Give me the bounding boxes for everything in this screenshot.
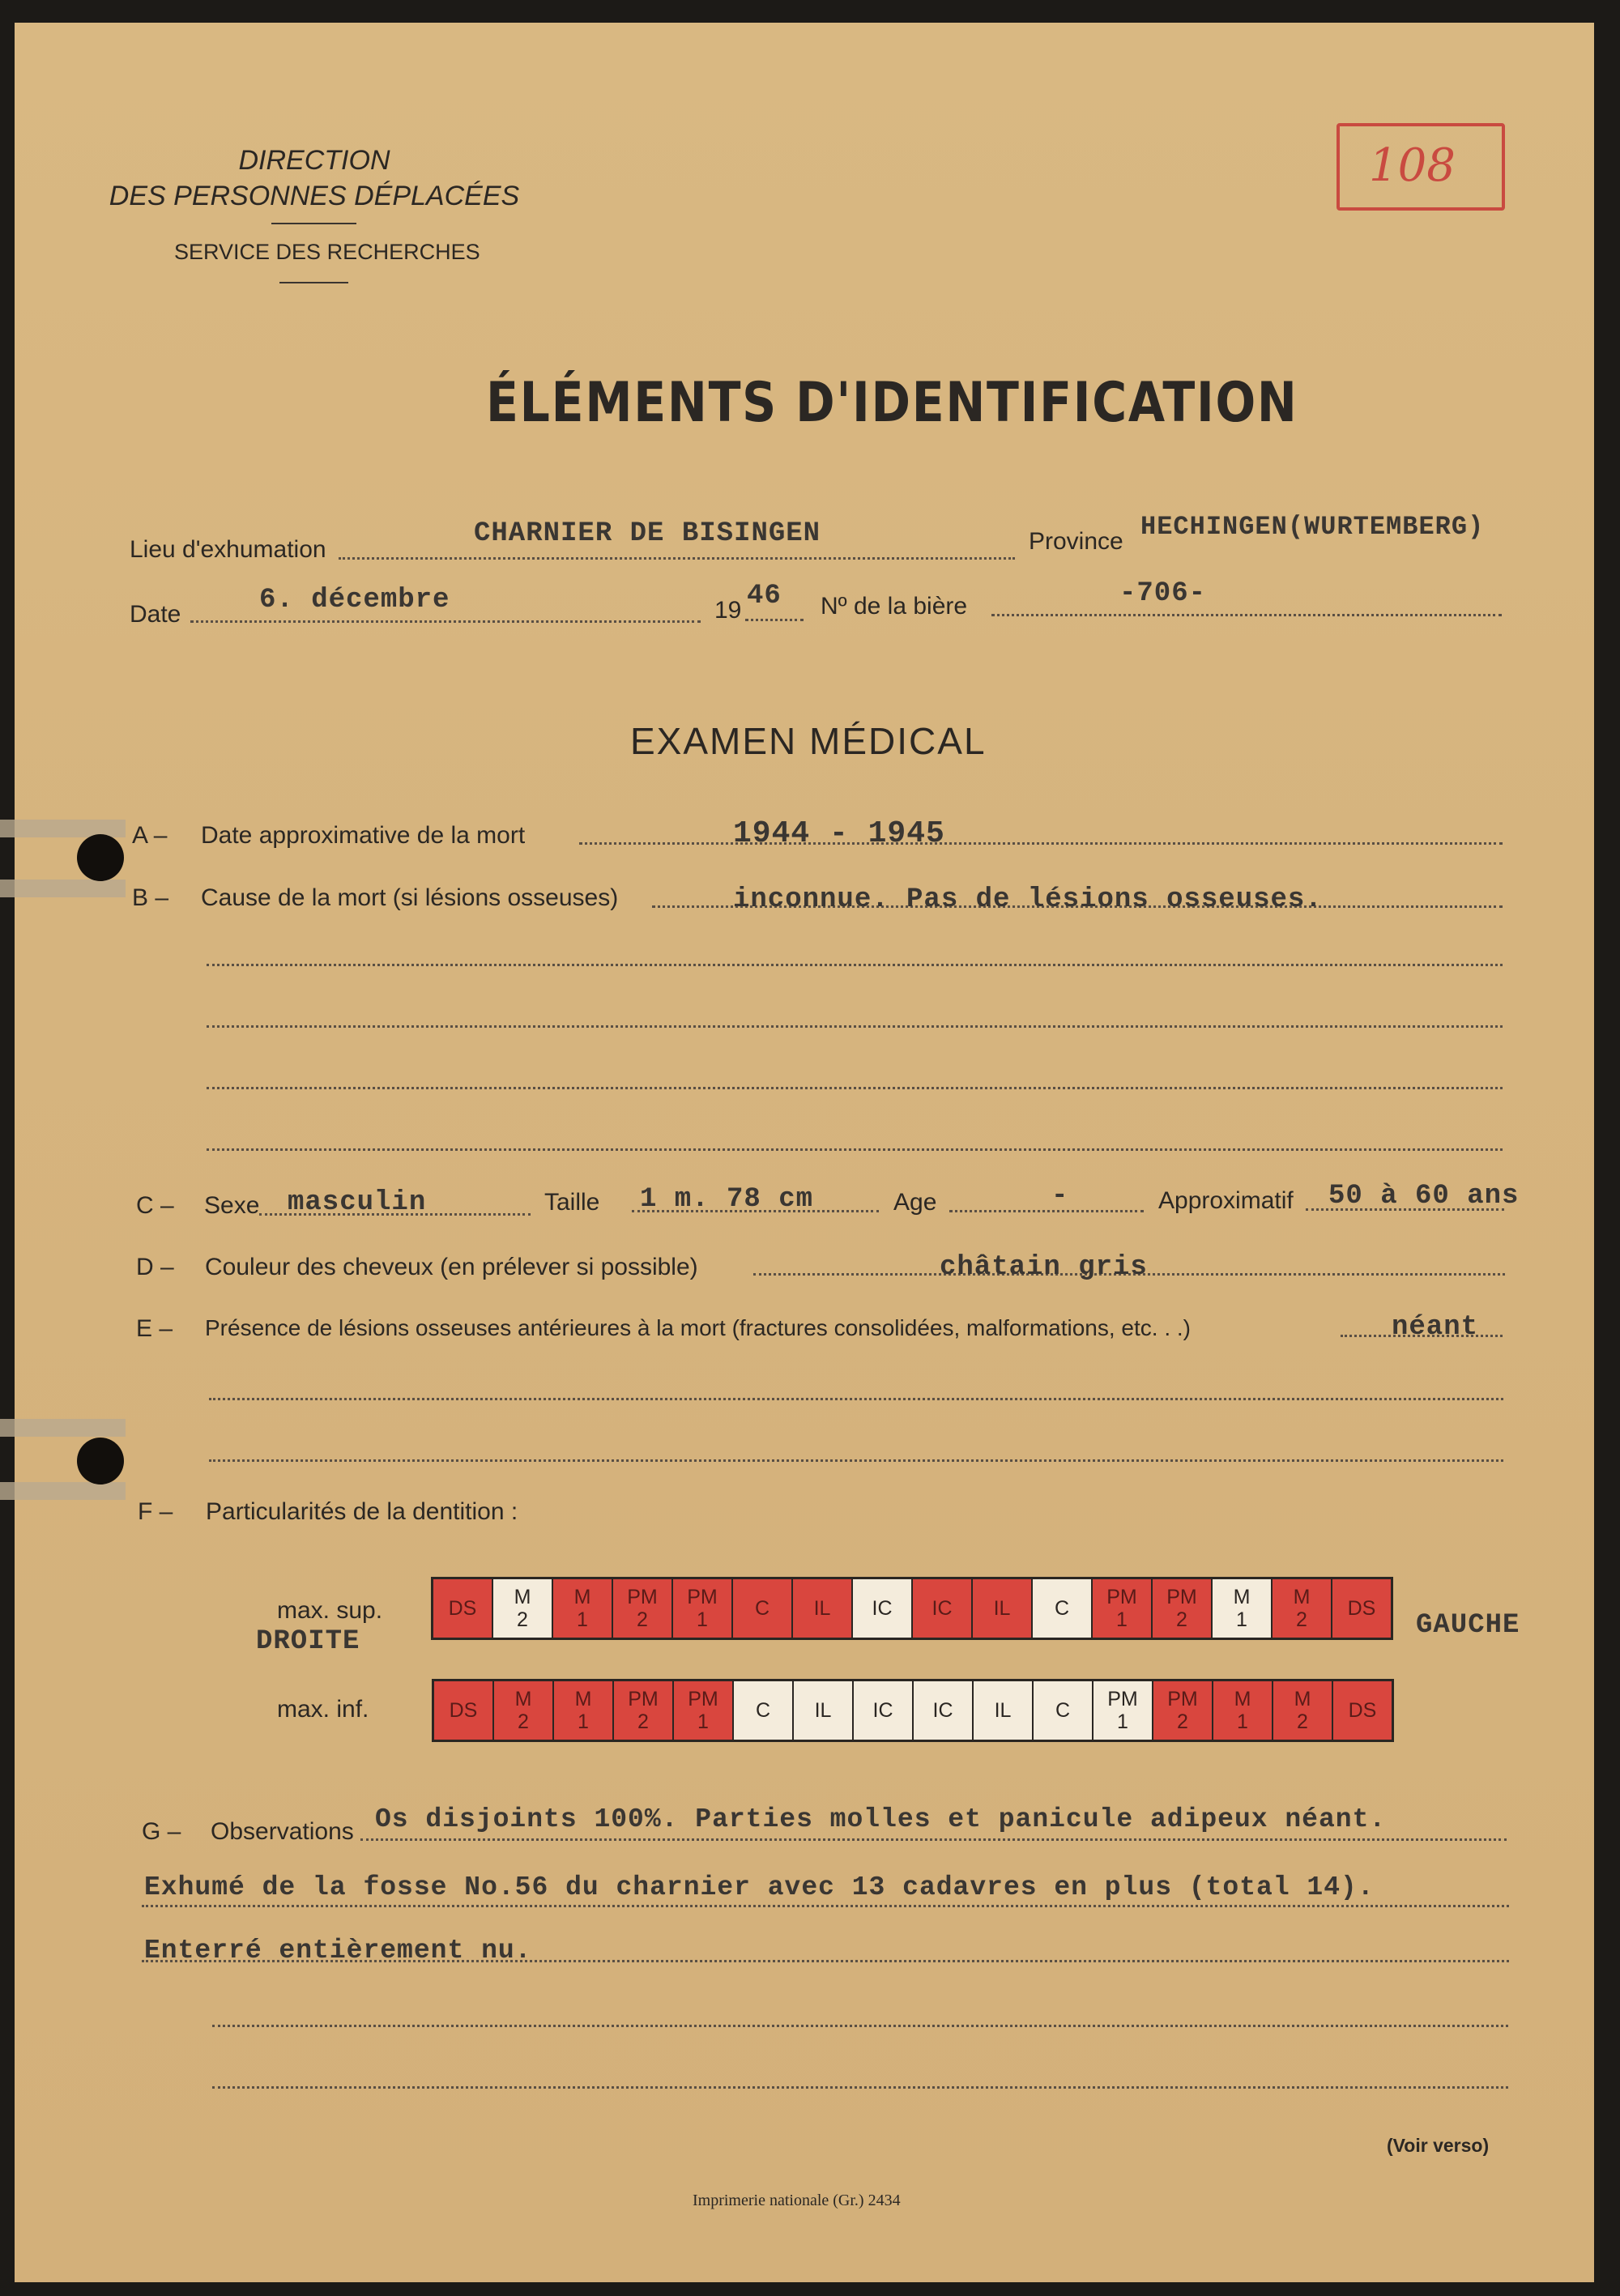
g-observation-line1: Os disjoints 100%. Parties molles et panicule adipeux néant. [375,1804,1387,1834]
lower-tooth-cell [914,1681,974,1740]
tooth-number: 1 [1116,1608,1128,1631]
upper-tooth-cell [613,1579,673,1638]
date-value: 6. décembre [259,585,450,616]
tooth-code: M [1293,1586,1311,1608]
section-a-label: Date approximative de la mort [201,822,526,849]
tooth-code: PM [688,1688,718,1710]
sexe-label: Sexe [204,1192,260,1219]
lower-jaw-label: max. inf. [277,1696,369,1723]
tooth-code: DS [449,1699,478,1722]
section-b-value: inconnue. Pas de lésions osseuses. [733,884,1323,915]
biere-label: Nº de la bière [821,593,968,620]
section-g-label: Observations [211,1818,354,1845]
year-value: 46 [747,581,782,611]
lower-tooth-cell [1213,1681,1273,1740]
tooth-code: IL [994,1699,1012,1722]
tooth-code: PM [628,1688,659,1710]
taille-value: 1 m. 78 cm [640,1184,814,1215]
upper-tooth-cell [1213,1579,1273,1638]
lower-tooth-cell [854,1681,914,1740]
lower-tooth-cell [1273,1681,1333,1740]
lower-tooth-cell [1153,1681,1213,1740]
lieu-value: CHARNIER DE BISINGEN [474,518,821,549]
tooth-code: DS [1347,1597,1376,1620]
section-a-letter: A – [132,822,168,849]
upper-tooth-cell [1033,1579,1093,1638]
section-b-letter: B – [132,884,169,911]
lower-tooth-cell [554,1681,614,1740]
biere-dotted-line [991,614,1502,616]
tooth-code: M [514,1688,532,1710]
tooth-code: IL [993,1597,1011,1620]
lower-tooth-cell [434,1681,494,1740]
tooth-code: M [573,1586,591,1608]
upper-tooth-cell [733,1579,793,1638]
section-d-letter: D – [136,1254,174,1280]
age-value: - [1051,1181,1069,1212]
tooth-code: IC [932,1597,953,1620]
blank-line [212,2086,1508,2089]
tooth-number: 1 [697,1710,709,1733]
section-e-value: néant [1392,1312,1479,1343]
blank-line [212,2025,1508,2027]
punch-reinforcement [0,880,126,897]
age-line [949,1210,1144,1212]
stamp-number: 108 [1369,139,1456,192]
section-f-letter: F – [138,1498,173,1525]
tooth-code: M [1234,1688,1251,1710]
tooth-code: PM [1106,1586,1137,1608]
tooth-code: PM [687,1586,718,1608]
age-label: Age [893,1189,937,1216]
voir-verso-note: (Voir verso) [1387,2135,1490,2156]
lower-tooth-cell [794,1681,854,1740]
tooth-code: IC [872,1597,893,1620]
section-b-label: Cause de la mort (si lésions osseuses) [201,884,619,911]
tooth-code: M [1233,1586,1251,1608]
tooth-code: M [1294,1688,1311,1710]
upper-tooth-cell [1273,1579,1332,1638]
upper-tooth-cell [913,1579,973,1638]
service-divider [279,282,348,283]
tooth-number: 2 [518,1710,529,1733]
tooth-number: 2 [1176,1608,1187,1631]
date-label: Date [130,601,181,628]
section-f-label: Particularités de la dentition : [206,1498,518,1525]
tooth-code: C [1054,1597,1070,1620]
section-e-letter: E – [136,1315,173,1342]
tooth-number: 1 [578,1710,589,1733]
tooth-code: PM [627,1586,658,1608]
lower-tooth-cell [974,1681,1034,1740]
gauche-label: GAUCHE [1416,1610,1520,1641]
tooth-code: PM [1107,1688,1138,1710]
province-label: Province [1029,528,1123,555]
tooth-code: C [755,1699,771,1722]
tooth-number: 2 [1177,1710,1188,1733]
province-value: HECHINGEN(WURTEMBERG) [1140,512,1485,542]
tooth-code: C [754,1597,770,1620]
approx-value: 50 à 60 ans [1328,1181,1520,1212]
tooth-code: IL [813,1597,831,1620]
upper-tooth-cell [493,1579,553,1638]
upper-tooth-cell [553,1579,613,1638]
upper-tooth-cell [973,1579,1033,1638]
punch-hole [77,834,124,881]
lieu-label: Lieu d'exhumation [130,536,326,563]
taille-label: Taille [544,1189,600,1216]
g-line-2 [142,1905,1509,1907]
section-a-value: 1944 - 1945 [733,816,945,851]
tooth-number: 2 [637,1710,649,1733]
blank-line [207,964,1503,966]
upper-tooth-cell [1093,1579,1153,1638]
section-g-letter: G – [142,1818,181,1845]
header-line1: DIRECTION [238,145,390,176]
upper-jaw-label: max. sup. [277,1597,383,1624]
upper-tooth-cell [793,1579,853,1638]
service-label: SERVICE DES RECHERCHES [174,240,480,264]
tooth-code: C [1055,1699,1071,1722]
tooth-code: IL [814,1699,832,1722]
tooth-code: IC [872,1699,893,1722]
upper-dentition-chart [431,1577,1393,1640]
header-line2: DES PERSONNES DÉPLACÉES [109,181,520,211]
tooth-number: 2 [1296,1608,1307,1631]
tooth-code: PM [1167,1688,1198,1710]
upper-tooth-cell [433,1579,493,1638]
lower-tooth-cell [614,1681,674,1740]
section-d-label: Couleur des cheveux (en prélever si possible) [205,1254,698,1280]
droite-label: DROITE [256,1626,360,1657]
tooth-number: 1 [697,1608,708,1631]
header-divider [271,223,356,224]
section-c-letter: C – [136,1192,174,1219]
tooth-code: DS [448,1597,477,1620]
punch-reinforcement [0,1482,126,1500]
tooth-code: PM [1166,1586,1197,1608]
approx-label: Approximatif [1158,1187,1294,1214]
tooth-code: IC [932,1699,953,1722]
upper-tooth-cell [1332,1579,1391,1638]
sexe-value: masculin [288,1187,427,1218]
lower-tooth-cell [674,1681,734,1740]
file-number-stamp [1336,123,1505,211]
upper-tooth-cell [853,1579,913,1638]
lower-dentition-chart [432,1679,1394,1742]
g-line-1 [360,1838,1507,1841]
lower-tooth-cell [1034,1681,1094,1740]
tooth-number: 1 [577,1608,588,1631]
printer-imprint: Imprimerie nationale (Gr.) 2434 [693,2192,901,2209]
tooth-code: M [574,1688,592,1710]
lower-tooth-cell [494,1681,554,1740]
lower-tooth-cell [734,1681,794,1740]
year-prefix: 19 [714,597,742,624]
g-observation-line2: Exhumé de la fosse No.56 du charnier avec 13 cadavres en plus (total 14). [144,1872,1375,1902]
section-e-label: Présence de lésions osseuses antérieures à la mort (fractures consolidées, malformations, etc. . .) [205,1315,1191,1340]
lower-tooth-cell [1333,1681,1392,1740]
tooth-number: 1 [1237,1710,1248,1733]
year-dotted-line [745,619,804,621]
g-observation-line3: Enterré entièrement nu. [144,1936,532,1966]
blank-line [207,1087,1503,1089]
blank-line [209,1398,1503,1400]
tooth-number: 1 [1236,1608,1247,1631]
date-dotted-line [190,620,701,623]
section-d-value: châtain gris [940,1252,1148,1283]
tooth-code: M [514,1586,531,1608]
lieu-dotted-line [339,557,1015,560]
exam-title: EXAMEN MÉDICAL [630,720,987,762]
header-direction [104,143,525,214]
tooth-number: 2 [517,1608,528,1631]
lower-tooth-cell [1094,1681,1153,1740]
page-title: ÉLÉMENTS D'IDENTIFICATION [486,371,1298,435]
tooth-number: 1 [1117,1710,1128,1733]
upper-tooth-cell [1153,1579,1213,1638]
upper-tooth-cell [673,1579,733,1638]
blank-line [209,1459,1503,1462]
tooth-number: 2 [1297,1710,1308,1733]
punch-reinforcement [0,1419,126,1437]
tooth-code: DS [1348,1699,1377,1722]
blank-line [207,1025,1503,1028]
section-a-line [579,842,1503,845]
blank-line [207,1148,1503,1151]
biere-value: -706- [1119,578,1207,609]
punch-hole [77,1438,124,1485]
tooth-number: 2 [637,1608,648,1631]
